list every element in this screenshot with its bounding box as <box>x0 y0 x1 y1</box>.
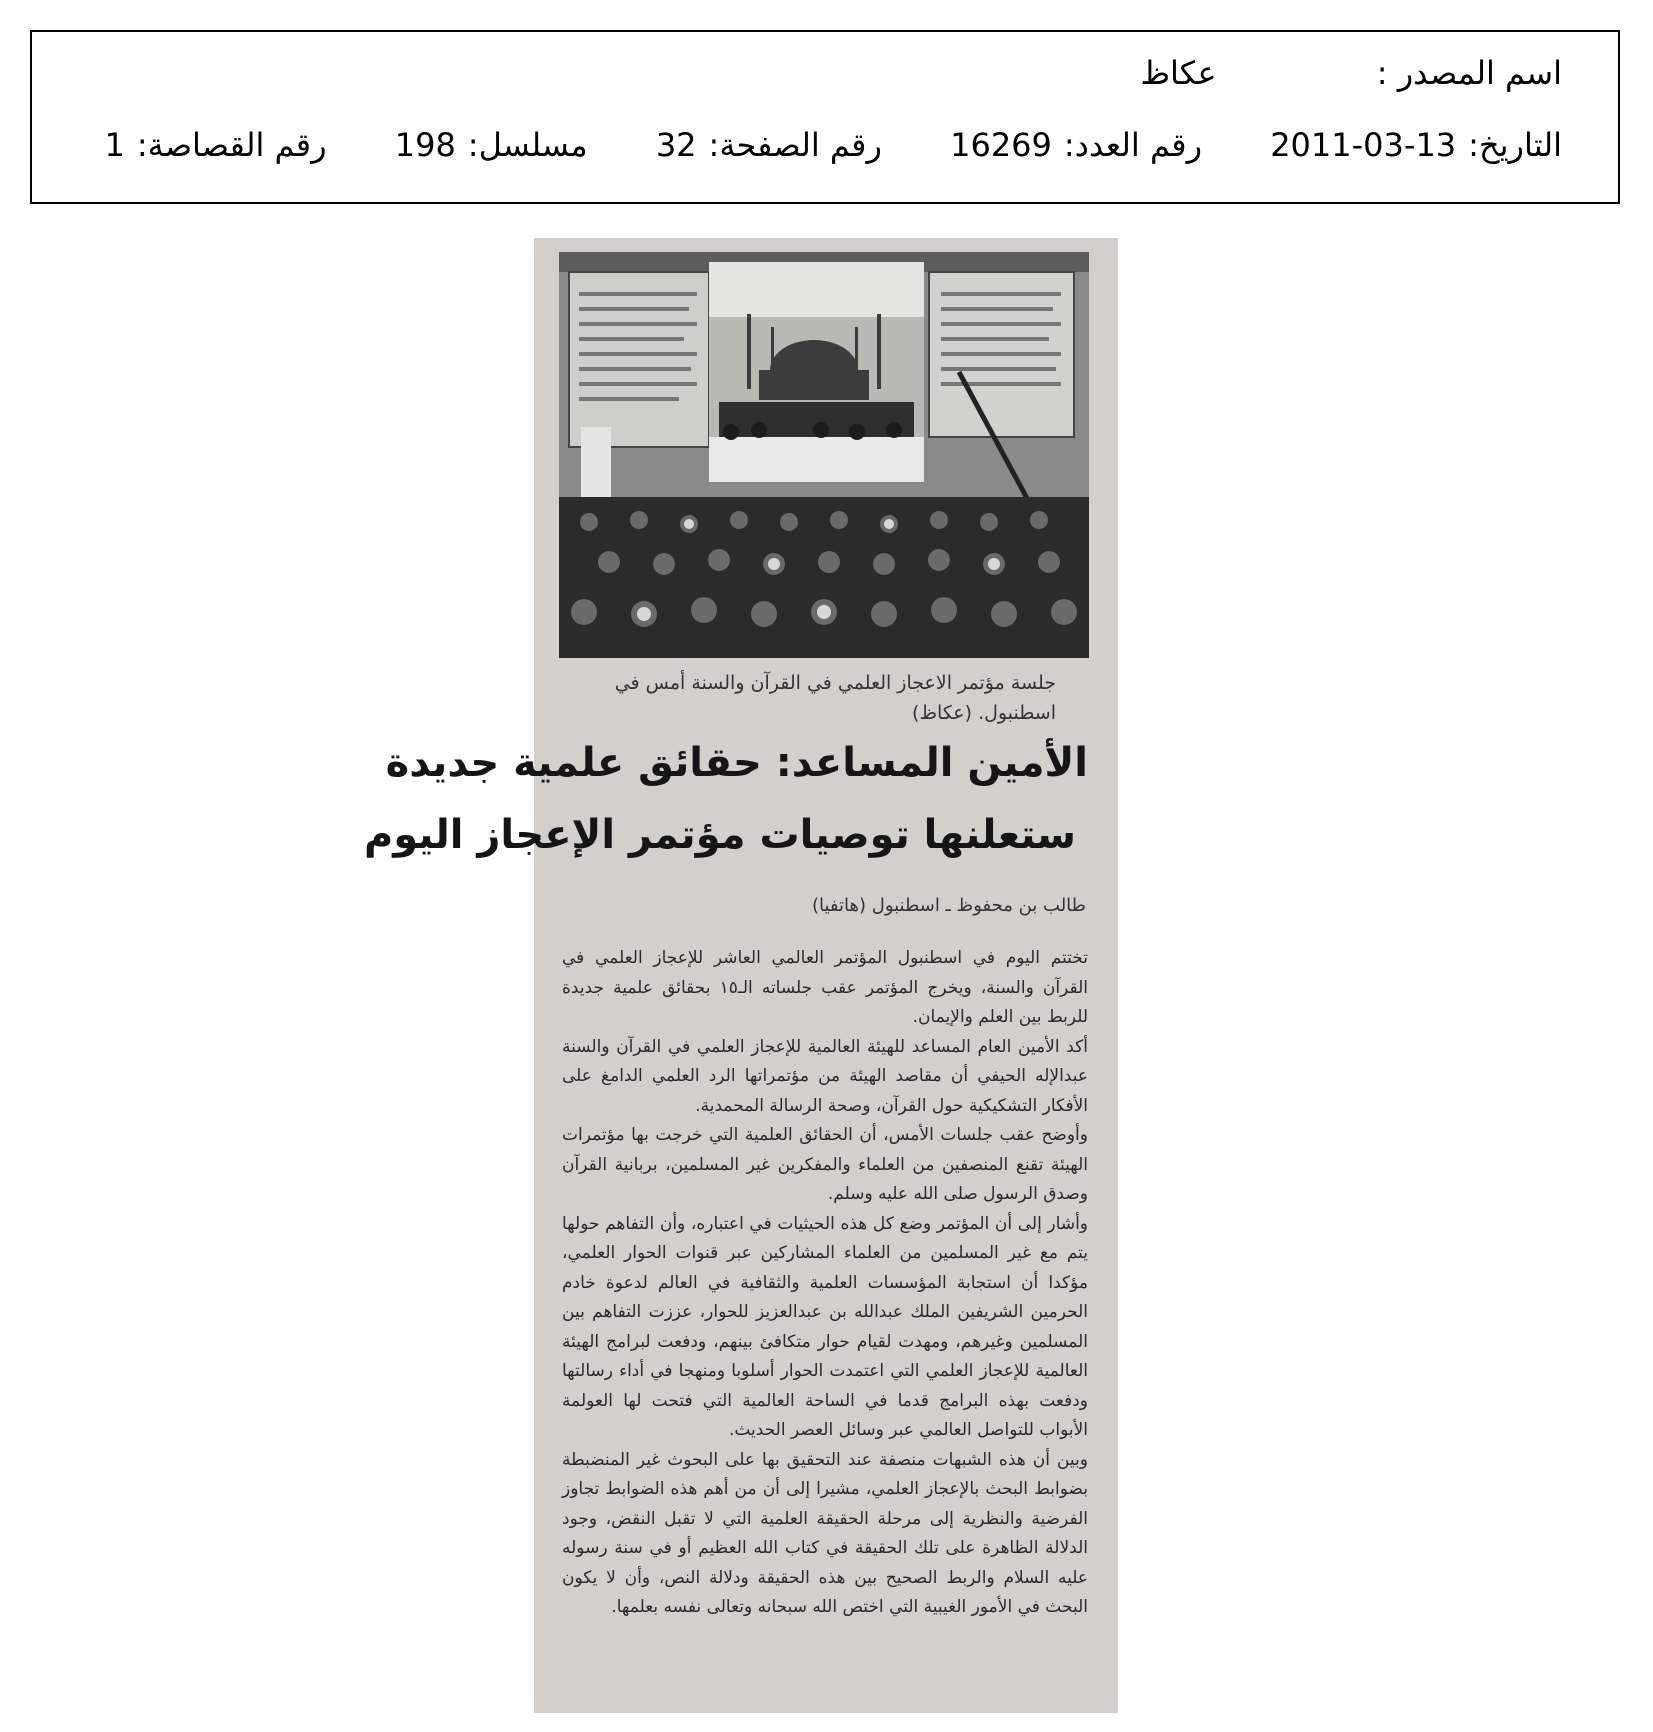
conference-photo-drawing <box>559 252 1089 658</box>
issue-value: 16269 <box>950 126 1052 164</box>
article-body <box>562 944 1088 1623</box>
serial-value: 198 <box>394 126 456 164</box>
article-paragraph: وأوضح عقب جلسات الأمس، أن الحقائق العلمية التي خرجت بها مؤتمرات الهيئة تقنع المنصفين من العلماء والمفكرين غير المسلمين، بربانية القرآن وصدق الرسول صلى الله عليه وسلم. <box>562 1125 1088 1204</box>
source-row <box>1140 54 1562 92</box>
issue-label: رقم العدد: <box>1063 126 1203 164</box>
newspaper-clipping <box>363 238 1118 1713</box>
details-row <box>105 126 1562 164</box>
article-paragraph: أكد الأمين العام المساعد للهيئة العالمية للإعجاز العلمي في القرآن والسنة عبدالإله الحيفي أن مقاصد الهيئة من مؤتمراتها الرد العلمي الدامغ على الأفكار التشكيكية حول القرآن، وصحة الرسالة المحمدية. <box>562 1036 1088 1116</box>
article-paragraph: وبين أن هذه الشبهات منصفة عند التحقيق بها على البحوث غير المنضبطة بضوابط البحث بالإعجاز العلمي، مشيرا إلى أن من أهم هذه الضوابط تجاوز الفرضية والنظرية إلى مرحلة الحقيقة العلمية التي لا تقبل النقض، وجود الدلالة الظاهرة على تلك الحقيقة في كتاب الله العظيم أو في سنة رسوله عليه السلام والربط الصحيح بين هذه الحقيقة ودلالة النص، وأن لا يكون البحث في الأمور الغيبية التي اختص الله سبحانه وتعالى نفسه بعلمها. <box>562 1449 1088 1617</box>
headline-line-1: الأمين المساعد: حقائق علمية جديدة <box>385 740 1088 786</box>
clip-number-label: رقم القصاصة: <box>136 126 327 164</box>
page-value: 32 <box>655 126 697 164</box>
byline: طالب بن محفوظ ـ اسطنبول (هاتفيا) <box>811 895 1086 916</box>
date-label: التاريخ: <box>1468 126 1562 164</box>
photo-caption: جلسة مؤتمر الاعجاز العلمي في القرآن والسنة أمس في اسطنبول. (عكاظ) <box>614 672 1056 724</box>
clip-number-value: 1 <box>104 126 125 164</box>
clipping-metadata-box <box>30 30 1620 204</box>
headline-line-2: ستعلنها توصيات مؤتمر الإعجاز اليوم <box>363 812 1076 858</box>
date-value: 2011-03-13 <box>1270 126 1457 164</box>
serial-label: مسلسل: <box>467 126 588 164</box>
page-label: رقم الصفحة: <box>708 126 882 164</box>
conference-photo <box>559 252 1089 658</box>
source-value: عكاظ <box>1140 54 1217 92</box>
article-paragraph: تختتم اليوم في اسطنبول المؤتمر العالمي العاشر للإعجاز العلمي في القرآن والسنة، ويخرج المؤتمر عقب جلساته الـ١٥ بحقائق علمية جديدة للربط بين العلم والإيمان. <box>562 948 1088 1027</box>
source-label: اسم المصدر : <box>1376 54 1562 92</box>
article-paragraph: وأشار إلى أن المؤتمر وضع كل هذه الحيثيات في اعتباره، وأن التفاهم حولها يتم مع غير المسلمين من العلماء المشاركين عبر قنوات الحوار العلمي، مؤكدا أن استجابة المؤسسات العلمية والثقافية في العالم لدعوة خادم الحرمين الشريفين الملك عبدالله بن عبدالعزيز للحوار، عززت التفاهم بين المسلمين وغيرهم، ومهدت لقيام حوار متكافئ بينهم، ودفعت لبرامج الهيئة العالمية للإعجاز العلمي التي اعتمدت الحوار أسلوبا ومنهجا في أداء رسالتها ودفعت بهذه البرامج قدما في الساحة العالمية التي فتحت لها العولمة الأبواب للتواصل العالمي عبر وسائل العصر الحديث. <box>562 1213 1088 1440</box>
